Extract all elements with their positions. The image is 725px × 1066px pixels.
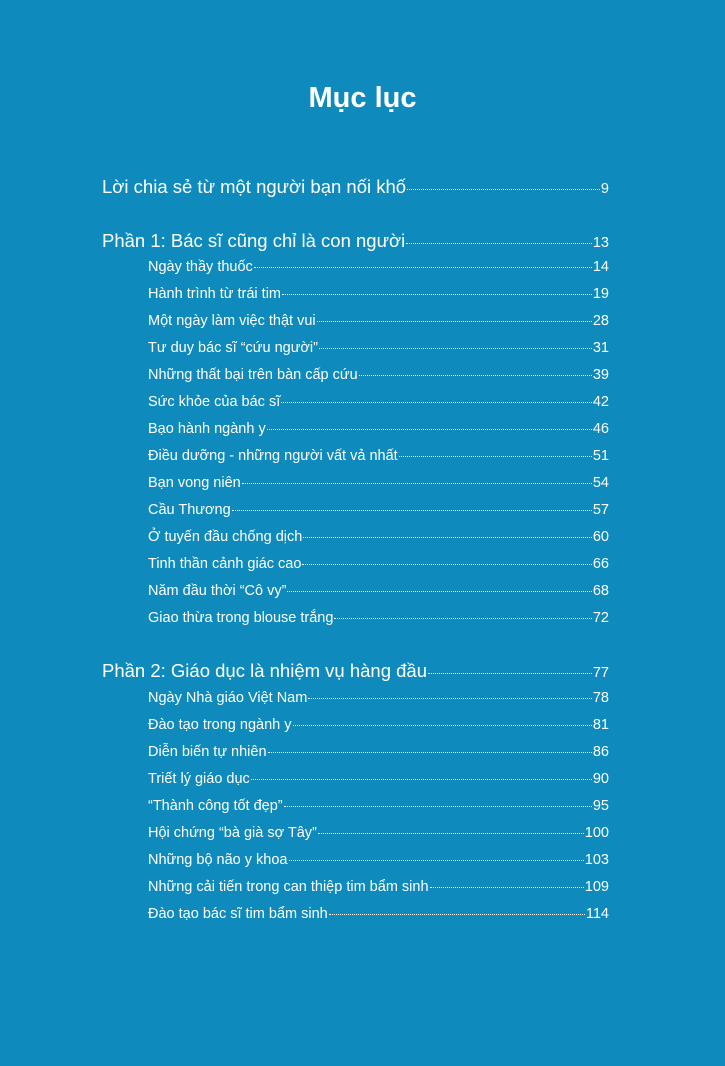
leader-dots: [267, 428, 592, 430]
toc-entry-part-2[interactable]: [102, 660, 609, 682]
toc-entry[interactable]: [148, 475, 609, 491]
toc-page-number: 51: [592, 448, 609, 464]
toc-page-number: 114: [585, 906, 609, 922]
toc-entry-label: Giao thừa trong blouse trắng: [148, 610, 334, 626]
leader-dots: [406, 242, 592, 244]
toc-entry-part-1[interactable]: [102, 230, 609, 252]
toc-entry-label: Những bộ não y khoa: [148, 852, 288, 868]
leader-dots: [268, 751, 592, 753]
toc-entry-label: Đào tạo bác sĩ tim bẩm sinh: [148, 906, 328, 922]
toc-entry-label: Một ngày làm việc thật vui: [148, 313, 316, 329]
leader-dots: [308, 697, 592, 699]
toc-entry-label: Những thất bại trên bàn cấp cứu: [148, 367, 358, 383]
toc-entry[interactable]: [148, 259, 609, 275]
toc-entry-label: Đào tạo trong ngành y: [148, 717, 292, 733]
toc-entry-label: Hành trình từ trái tim: [148, 286, 281, 302]
toc-page-number: 66: [592, 556, 609, 572]
leader-dots: [319, 347, 592, 349]
leader-dots: [359, 374, 592, 376]
leader-dots: [251, 778, 592, 780]
toc-entry[interactable]: [148, 690, 609, 706]
toc-entry-label: Lời chia sẻ từ một người bạn nối khố: [102, 176, 407, 197]
leader-dots: [407, 188, 600, 190]
toc-entry-label: Sức khỏe của bác sĩ: [148, 394, 281, 410]
leader-dots: [399, 455, 592, 457]
toc-page-number: 28: [592, 313, 609, 329]
toc-entry[interactable]: [148, 583, 609, 599]
toc-entry[interactable]: [148, 313, 609, 329]
toc-entry[interactable]: [148, 717, 609, 733]
toc-entry-label: “Thành công tốt đẹp”: [148, 798, 283, 814]
toc-entry-label: Ngày Nhà giáo Việt Nam: [148, 690, 308, 706]
toc-entry[interactable]: [148, 340, 609, 356]
toc-page-number: 78: [592, 690, 609, 706]
toc-entry[interactable]: [148, 286, 609, 302]
toc-entry-label: Bạo hành ngành y: [148, 421, 266, 437]
toc-page-number: 86: [592, 744, 609, 760]
toc-entry-label: Ở tuyến đầu chống dịch: [148, 529, 303, 545]
toc-entry-label: Hội chứng “bà già sợ Tây”: [148, 825, 317, 841]
toc-entry-label: Năm đầu thời “Cô vy”: [148, 583, 287, 599]
leader-dots: [287, 590, 591, 592]
leader-dots: [293, 724, 592, 726]
toc-entry[interactable]: [148, 529, 609, 545]
leader-dots: [284, 805, 592, 807]
toc-entry-label: Triết lý giáo dục: [148, 771, 250, 787]
leader-dots: [317, 320, 592, 322]
toc-entry-label: Bạn vong niên: [148, 475, 241, 491]
leader-dots: [254, 266, 592, 268]
leader-dots: [232, 509, 592, 511]
toc-page-number: 9: [600, 181, 609, 197]
leader-dots: [281, 401, 592, 403]
leader-dots: [289, 859, 584, 861]
toc-page-number: 57: [592, 502, 609, 518]
leader-dots: [302, 563, 591, 565]
toc-page-number: 60: [592, 529, 609, 545]
toc-entry[interactable]: [148, 556, 609, 572]
toc-entry-label: Tinh thần cảnh giác cao: [148, 556, 302, 572]
toc-page-number: 68: [592, 583, 609, 599]
toc-entry[interactable]: [148, 448, 609, 464]
leader-dots: [428, 672, 592, 674]
toc-entry[interactable]: [148, 798, 609, 814]
leader-dots: [334, 617, 591, 619]
toc-entry-label: Tư duy bác sĩ “cứu người”: [148, 340, 318, 356]
toc-page-number: 19: [592, 286, 609, 302]
toc-page-number: 42: [592, 394, 609, 410]
leader-dots: [430, 886, 584, 888]
toc-entry[interactable]: [148, 394, 609, 410]
toc-page-number: 103: [584, 852, 609, 868]
toc-entry-label: Điều dưỡng - những người vất vả nhất: [148, 448, 398, 464]
toc-page-number: 13: [592, 235, 609, 251]
page-title: Mục lục: [308, 82, 417, 114]
toc-page-number: 90: [592, 771, 609, 787]
toc-entry[interactable]: [148, 744, 609, 760]
toc-entry[interactable]: [148, 502, 609, 518]
toc-page-number: 31: [592, 340, 609, 356]
leader-dots: [242, 482, 592, 484]
toc-entry[interactable]: [148, 906, 609, 922]
toc-entry-label: Phần 2: Giáo dục là nhiệm vụ hàng đầu: [102, 660, 428, 681]
toc-entry[interactable]: [148, 610, 609, 626]
toc-page-number: 39: [592, 367, 609, 383]
toc-page-number: 100: [584, 825, 609, 841]
toc-page-number: 46: [592, 421, 609, 437]
toc-entry[interactable]: [148, 421, 609, 437]
toc-entry-label: Ngày thầy thuốc: [148, 259, 253, 275]
toc-page-number: 95: [592, 798, 609, 814]
toc-page-number: 14: [592, 259, 609, 275]
toc-entry-label: Phần 1: Bác sĩ cũng chỉ là con người: [102, 230, 406, 251]
leader-dots: [282, 293, 592, 295]
toc-entry-preface[interactable]: [102, 176, 609, 198]
toc-entry[interactable]: [148, 852, 609, 868]
toc-entry[interactable]: [148, 879, 609, 895]
toc-entry[interactable]: [148, 771, 609, 787]
toc-page-number: 109: [584, 879, 609, 895]
toc-entry[interactable]: [148, 367, 609, 383]
toc-page-number: 81: [592, 717, 609, 733]
leader-dots: [303, 536, 592, 538]
toc-page-number: 54: [592, 475, 609, 491]
toc-entry-label: Cầu Thương: [148, 502, 231, 518]
leader-dots: [329, 913, 585, 915]
leader-dots: [318, 832, 584, 834]
toc-entry-label: Diễn biến tự nhiên: [148, 744, 267, 760]
toc-entry[interactable]: [148, 825, 609, 841]
toc-page-number: 77: [592, 665, 609, 681]
toc-entry-label: Những cải tiến trong can thiệp tim bẩm sinh: [148, 879, 429, 895]
toc-page-number: 72: [592, 610, 609, 626]
